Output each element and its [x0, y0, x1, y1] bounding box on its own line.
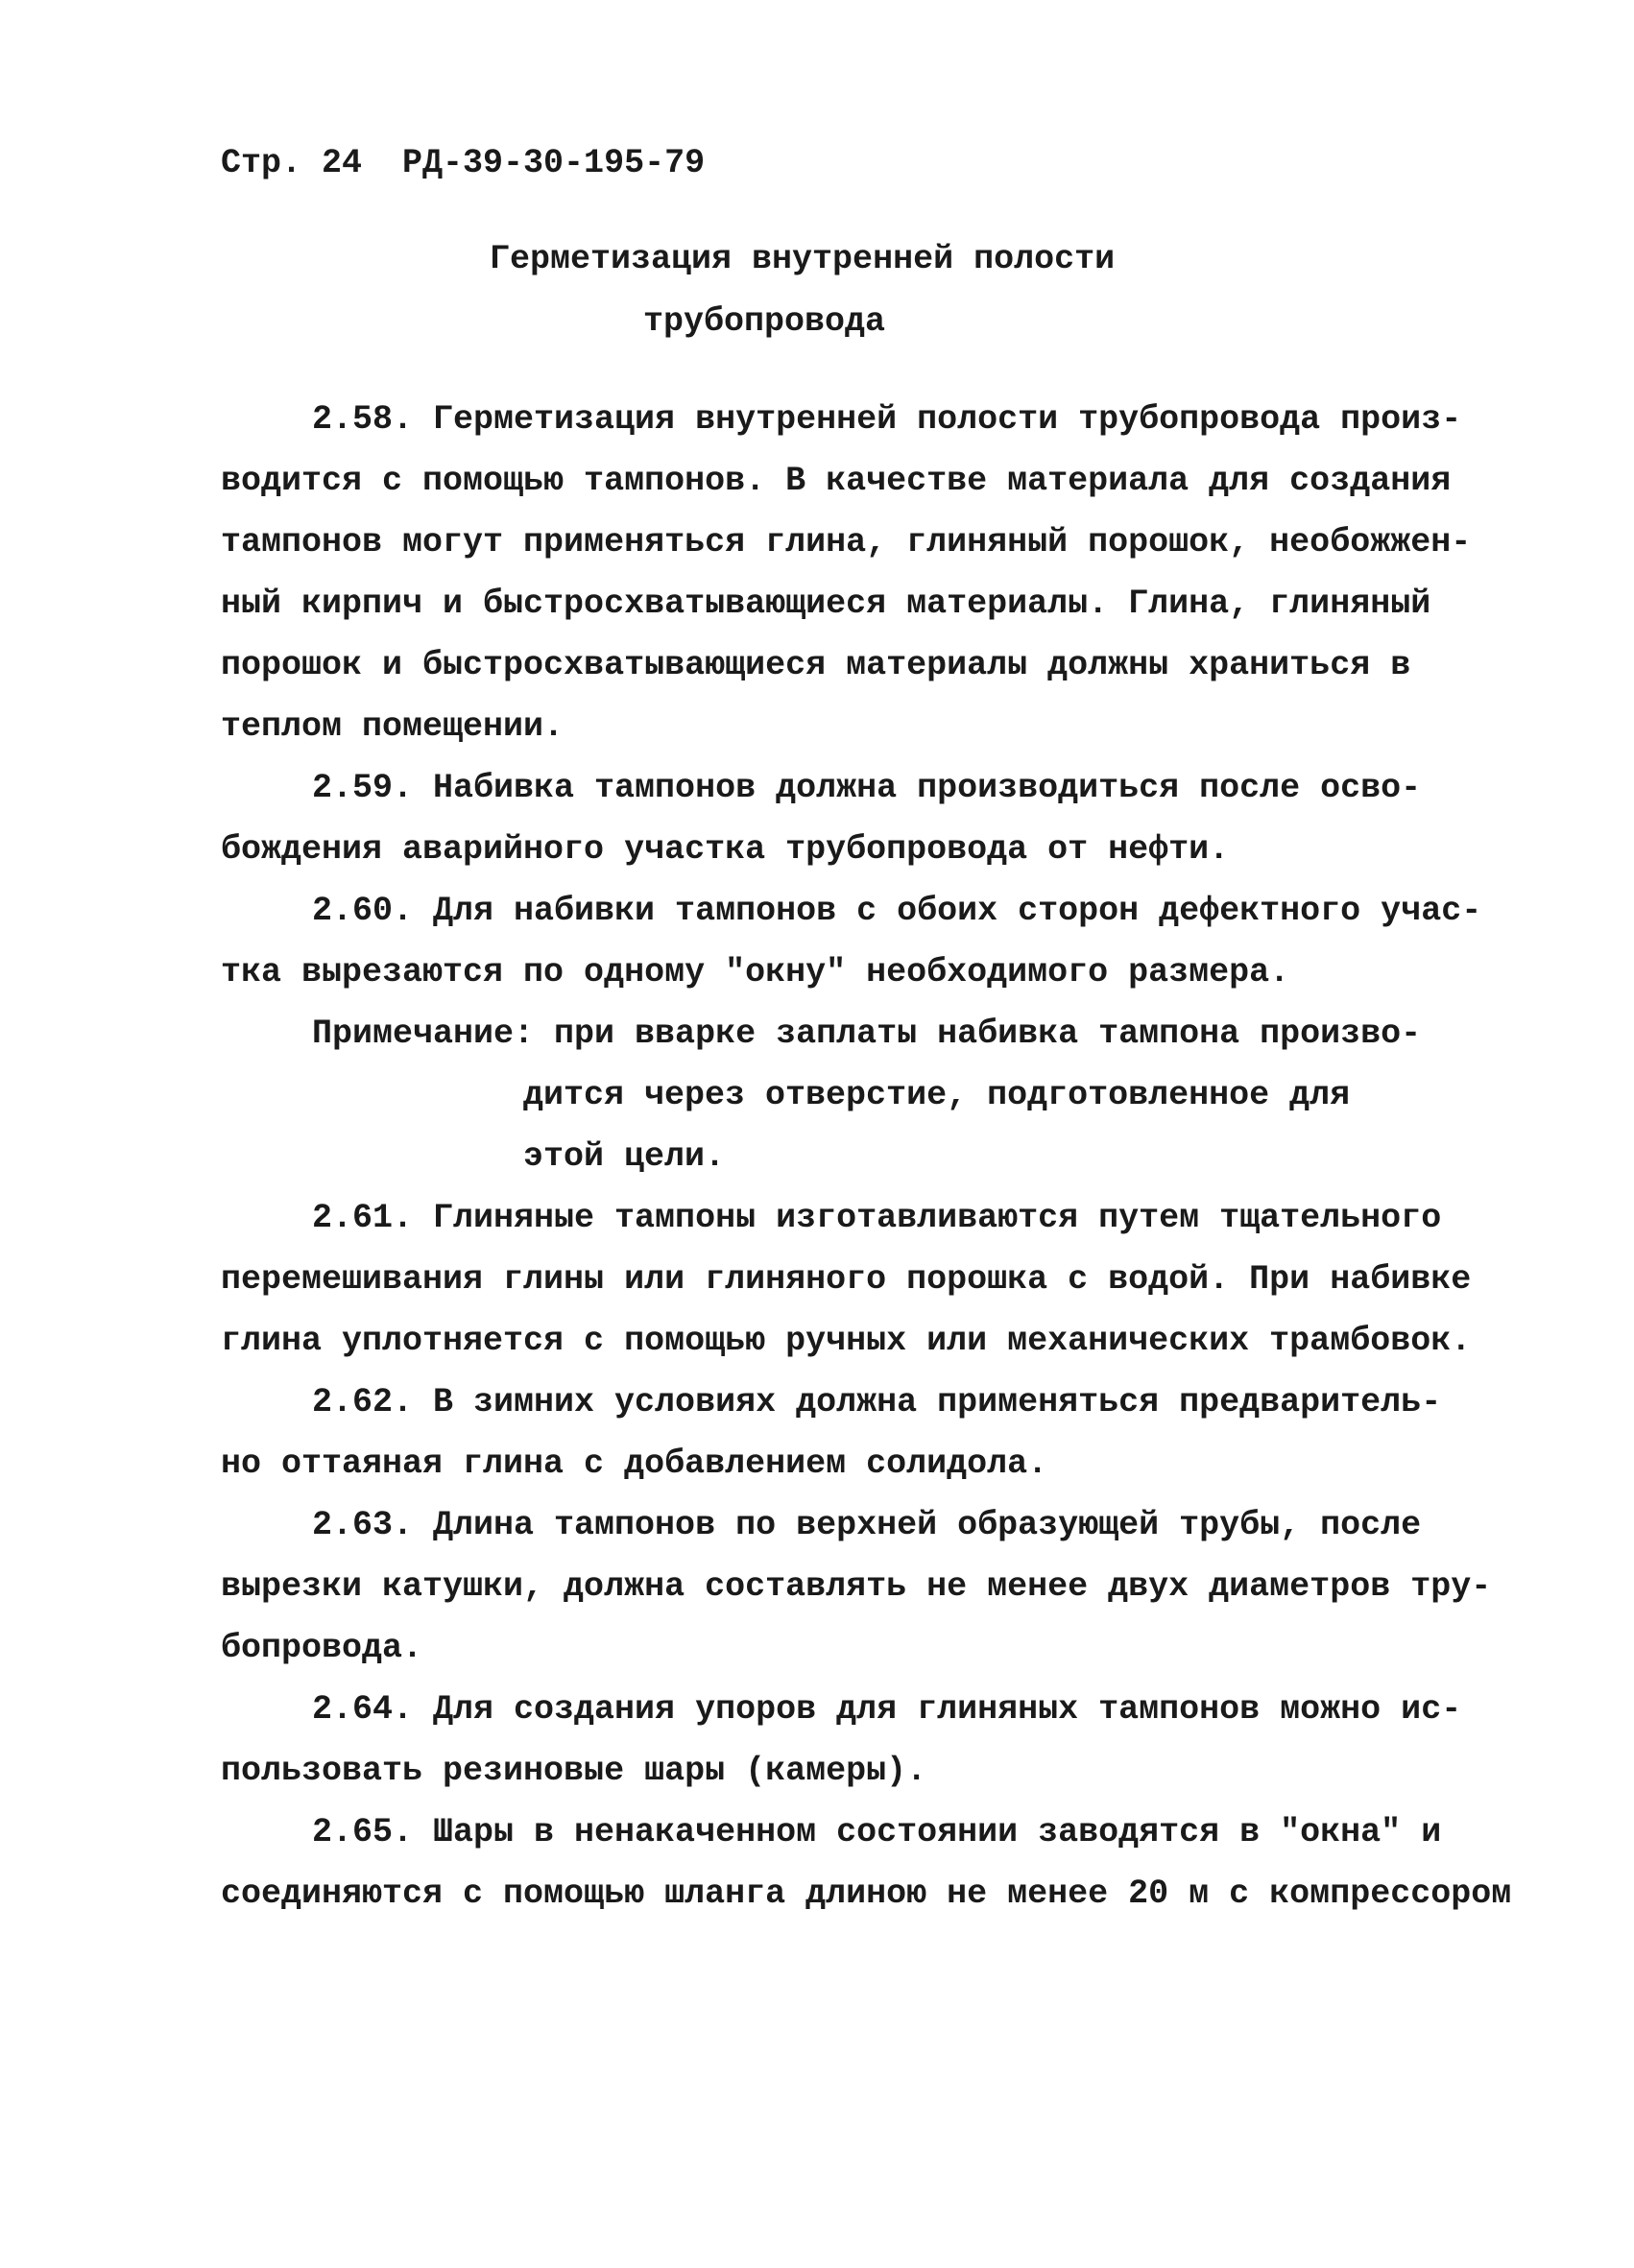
paragraph-2-65	[221, 1802, 1512, 1924]
note-line: дится через отверстие, подготовленное для	[523, 1076, 1351, 1114]
paragraph-2-64	[221, 1679, 1462, 1802]
paragraph-2-58	[221, 389, 1472, 757]
note-line: Примечание: при вварке заплаты набивка тампона произво-	[312, 1015, 1422, 1053]
text-line: бождения аварийного участка трубопровода от нефти.	[221, 830, 1230, 869]
note-line: этой цели.	[523, 1137, 726, 1176]
text-line: 2.59. Набивка тампонов должна производиться после осво-	[312, 769, 1422, 807]
text-line: порошок и быстросхватывающиеся материалы должны храниться в	[221, 646, 1411, 684]
paragraph-2-60	[221, 880, 1482, 1003]
note-block	[221, 1003, 1450, 1187]
text-line: вырезки катушки, должна составлять не менее двух диаметров тру-	[221, 1567, 1492, 1606]
text-line: теплом помещении.	[221, 707, 565, 746]
text-line: но оттаяная глина с добавлением солидола.	[221, 1444, 1048, 1483]
text-line: 2.58. Герметизация внутренней полости трубопровода произ-	[312, 400, 1462, 439]
text-line: 2.64. Для создания упоров для глиняных тампонов можно ис-	[312, 1690, 1462, 1729]
text-line: 2.60. Для набивки тампонов с обоих сторон дефектного учас-	[312, 892, 1482, 930]
text-line: тампонов могут применяться глина, глиняный порошок, необожжен-	[221, 523, 1472, 561]
text-line: 2.62. В зимних условиях должна применяться предваритель-	[312, 1383, 1442, 1421]
text-line: тка вырезаются по одному "окну" необходимого размера.	[221, 953, 1290, 991]
text-line: глина уплотняется с помощью ручных или механических трамбовок.	[221, 1322, 1472, 1360]
text-line: 2.61. Глиняные тампоны изготавливаются путем тщательного	[312, 1199, 1442, 1237]
text-line: водится с помощью тампонов. В качестве материала для создания	[221, 462, 1452, 500]
section-title-line-2: трубопровода	[643, 302, 886, 341]
section-title-line-1: Герметизация внутренней полости	[490, 240, 1116, 278]
text-line: перемешивания глины или глиняного порошка с водой. При набивке	[221, 1260, 1472, 1299]
paragraph-2-63	[221, 1494, 1492, 1679]
page-header: Стр. 24 РД-39-30-195-79	[221, 144, 706, 182]
text-line: 2.63. Длина тампонов по верхней образующей трубы, после	[312, 1506, 1422, 1544]
paragraph-2-59	[221, 757, 1450, 880]
text-line: пользовать резиновые шары (камеры).	[221, 1752, 927, 1790]
text-line: соединяются с помощью шланга длиною не менее 20 м с компрессором	[221, 1874, 1512, 1913]
paragraph-2-61	[221, 1187, 1472, 1372]
paragraph-2-62	[221, 1372, 1450, 1494]
document-body	[221, 389, 1512, 1924]
text-line: 2.65. Шары в ненакаченном состоянии заводятся в "окна" и	[312, 1813, 1442, 1851]
text-line: бопровода.	[221, 1629, 423, 1667]
text-line: ный кирпич и быстросхватывающиеся материалы. Глина, глиняный	[221, 585, 1431, 623]
